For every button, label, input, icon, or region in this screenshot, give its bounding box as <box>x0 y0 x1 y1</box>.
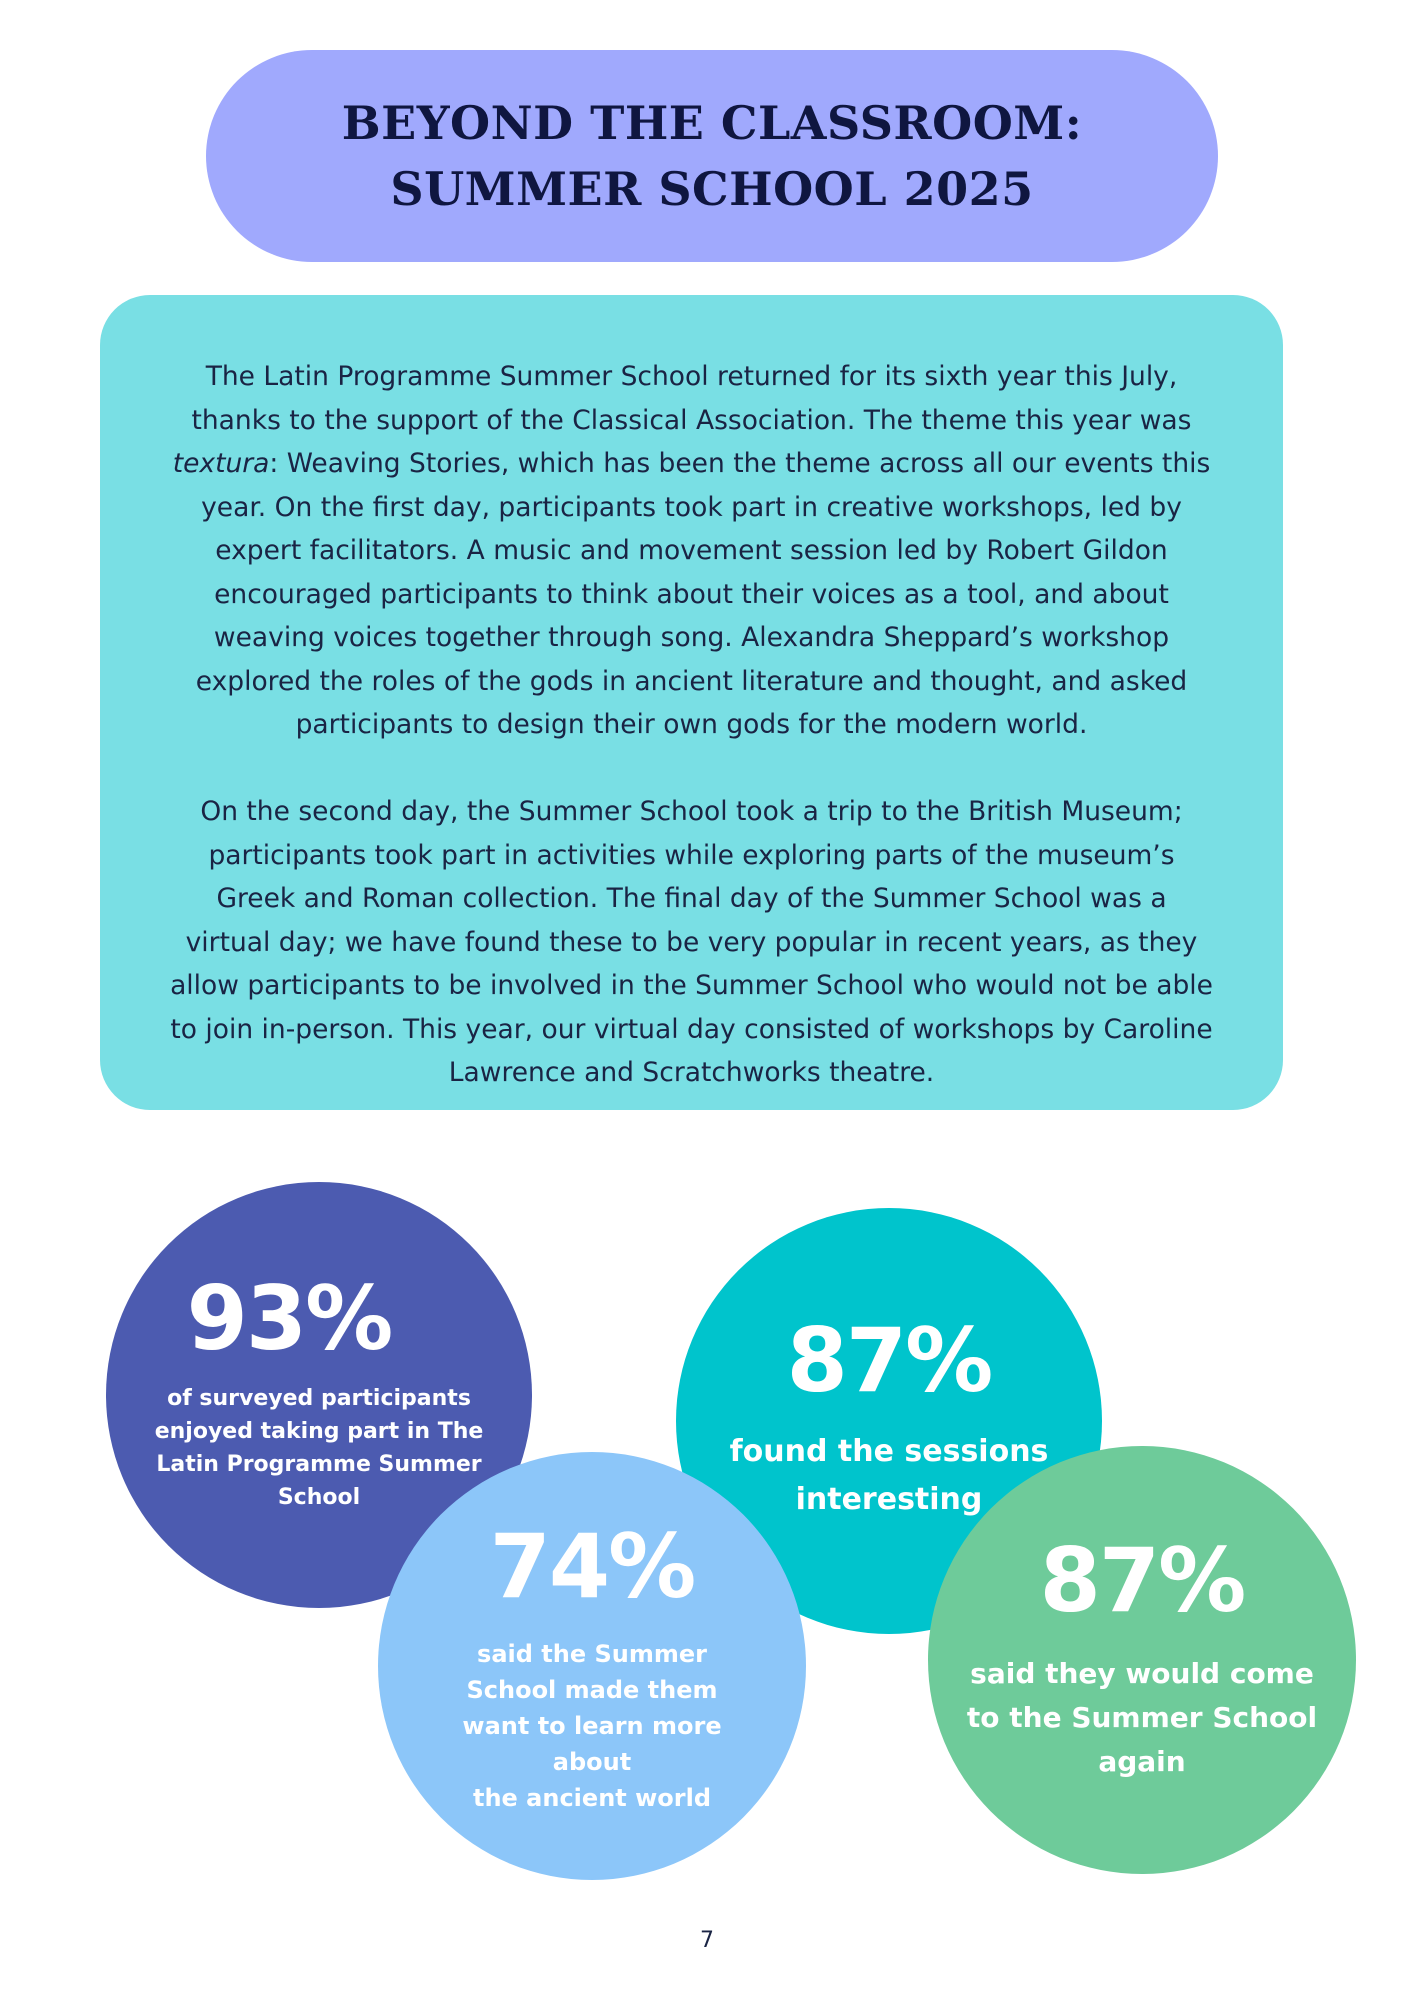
stat-value: 93% <box>186 1267 392 1370</box>
stat-line: about <box>552 1748 632 1776</box>
stat-line: interesting <box>795 1482 983 1517</box>
stat-circle-learn-more <box>378 1452 806 1880</box>
paragraph-first-day <box>170 355 1213 747</box>
stat-line: Latin Programme Summer <box>156 1452 482 1477</box>
theme-italic: textura <box>172 448 270 479</box>
stat-line: again <box>1098 1745 1186 1778</box>
stat-line: said the Summer <box>477 1640 707 1668</box>
stat-line: School <box>277 1485 361 1510</box>
stat-circle-come-again <box>928 1446 1356 1874</box>
title-banner <box>206 50 1218 262</box>
paragraph-text: : Weaving Stories, which has been the theme across all our events this year. On the first day, participants took part in creative workshops, led by expert facilitators. A music and movement session led by Robert Gildon encouraged participants to think about their voices as a tool, and about weaving voices together through song. Alexandra Sheppard’s workshop explored the roles of the gods in ancient literature and thought, and asked participants to design their own gods for the modern world. <box>195 448 1211 740</box>
page-number: 7 <box>700 1928 714 1953</box>
stat-value: 74% <box>489 1515 695 1618</box>
summary-text-box <box>100 295 1283 1110</box>
stat-value: 87% <box>1039 1529 1245 1632</box>
paragraph-second-day: On the second day, the Summer School took a trip to the British Museum; participants took part in activities while exploring parts of the museum’s Greek and Roman collection. The final day of the Summer School was a virtual day; we have found these to be very popular in recent years, as they allow participants to be involved in the Summer School who would not be able to join in-person. This year, our virtual day consisted of workshops by Caroline Lawrence and Scratchworks theatre. <box>170 796 1213 1088</box>
paragraph-text: The Latin Programme Summer School returned for its sixth year this July, thanks to the support of the Classical Association. The theme this year was <box>191 361 1192 436</box>
stat-line: to the Summer School <box>966 1701 1318 1734</box>
stat-line: of surveyed participants <box>167 1386 471 1411</box>
stat-line: want to learn more <box>462 1712 722 1740</box>
stat-line: the ancient world <box>472 1784 712 1812</box>
stat-line: School made them <box>466 1676 718 1704</box>
stat-description <box>928 1652 1356 1784</box>
stat-value: 87% <box>786 1309 992 1412</box>
stat-line: enjoyed taking part in The <box>154 1419 484 1444</box>
stat-description <box>378 1636 806 1816</box>
stat-line: found the sessions <box>729 1434 1049 1469</box>
stat-line: said they would come <box>970 1657 1314 1690</box>
page-title-line-2: SUMMER SCHOOL 2025 <box>390 162 1034 216</box>
page-title-line-1: BEYOND THE CLASSROOM: <box>341 96 1083 150</box>
